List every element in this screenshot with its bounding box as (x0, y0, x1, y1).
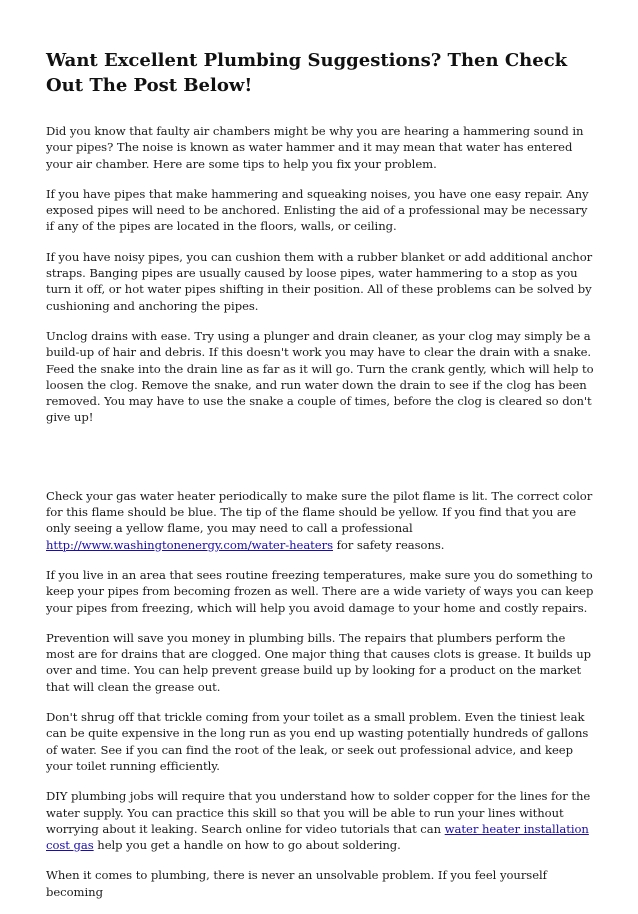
paragraph-diy-soldering (46, 788, 594, 853)
paragraph-air-chambers: Did you know that faulty air chambers might be why you are hearing a hammering sound in your pipes? The noise is known as water hammer and it may mean that water has entered your air chamber. Here are some tips to help you fix your problem. (46, 124, 584, 171)
document-page (46, 48, 594, 914)
paragraph-text: help you get a handle on how to go about soldering. (93, 838, 401, 853)
blank-space (46, 440, 594, 488)
paragraph-text: for safety reasons. (333, 537, 445, 552)
paragraph-hammering-pipes: If you have pipes that make hammering and squeaking noises, you have one easy repair. Any exposed pipes will need to be anchored. Enlisting the aid of a professional may be necessary if any of the pipes are located in the floors, walls, or ceiling. (46, 186, 589, 234)
water-heaters-link[interactable]: http://www.washingtonenergy.com/water-heaters (46, 537, 333, 552)
paragraph-gas-water-heater (46, 488, 594, 553)
paragraph-prevention: Prevention will save you money in plumbing bills. The repairs that plumbers perform the most are for drains that are clogged. One major thing that causes clots is grease. It builds up over and time. You can help prevent grease build up by looking for a product on the market that will clean the grease out. (46, 630, 592, 694)
paragraph-text: DIY plumbing jobs will require that you understand how to solder copper for the lines for the water supply. You can practice this skill so that you will be able to run your lines without worrying about it leaking. Search online for video tutorials that can (46, 789, 591, 836)
paragraph-freezing-pipes: If you live in an area that sees routine freezing temperatures, make sure you do something to keep your pipes from becoming frozen as well. There are a wide variety of ways you can keep your pipes from freezing, which will help you avoid damage to your home and costly repairs. (46, 567, 594, 615)
paragraph-unclog-drains: Unclog drains with ease. Try using a plunger and drain cleaner, as your clog may simply be a build-up of hair and debris. If this doesn't work you may have to clear the drain with a snake. Feed the snake into the drain line as far as it will go. Turn the crank gently, which will help to loosen the clog. Remove the snake, and run water down the drain to see if the clog has been removed. You may have to use the snake a couple of times, before the clog is cleared so don't give up! (46, 328, 594, 425)
paragraph-unsolvable-problem: When it comes to plumbing, there is never an unsolvable problem. If you feel yourself becoming (46, 868, 547, 899)
paragraph-toilet-leak: Don't shrug off that trickle coming from your toilet as a small problem. Even the tiniest leak can be quite expensive in the long run as you end up wasting potentially hundreds of gallons of water. See if you can find the root of the leak, or seek out professional advice, and keep your toilet running efficiently. (46, 710, 589, 773)
paragraph-text: Check your gas water heater periodically to make sure the pilot flame is lit. The correct color for this flame should be blue. The tip of the flame should be yellow. If you find that you are only seeing a yellow flame, you may need to call a professional (46, 488, 593, 536)
paragraph-noisy-pipes: If you have noisy pipes, you can cushion them with a rubber blanket or add additional anchor straps. Banging pipes are usually caused by loose pipes, water hammering to a stop as you turn it off, or hot water pipes shifting in their position. All of these problems can be solved by cushioning and anchoring the pipes. (46, 249, 593, 313)
installation-cost-link[interactable]: water heater installation cost gas (46, 821, 589, 853)
page-title: Want Excellent Plumbing Suggestions? Then Check Out The Post Below! (46, 50, 568, 96)
